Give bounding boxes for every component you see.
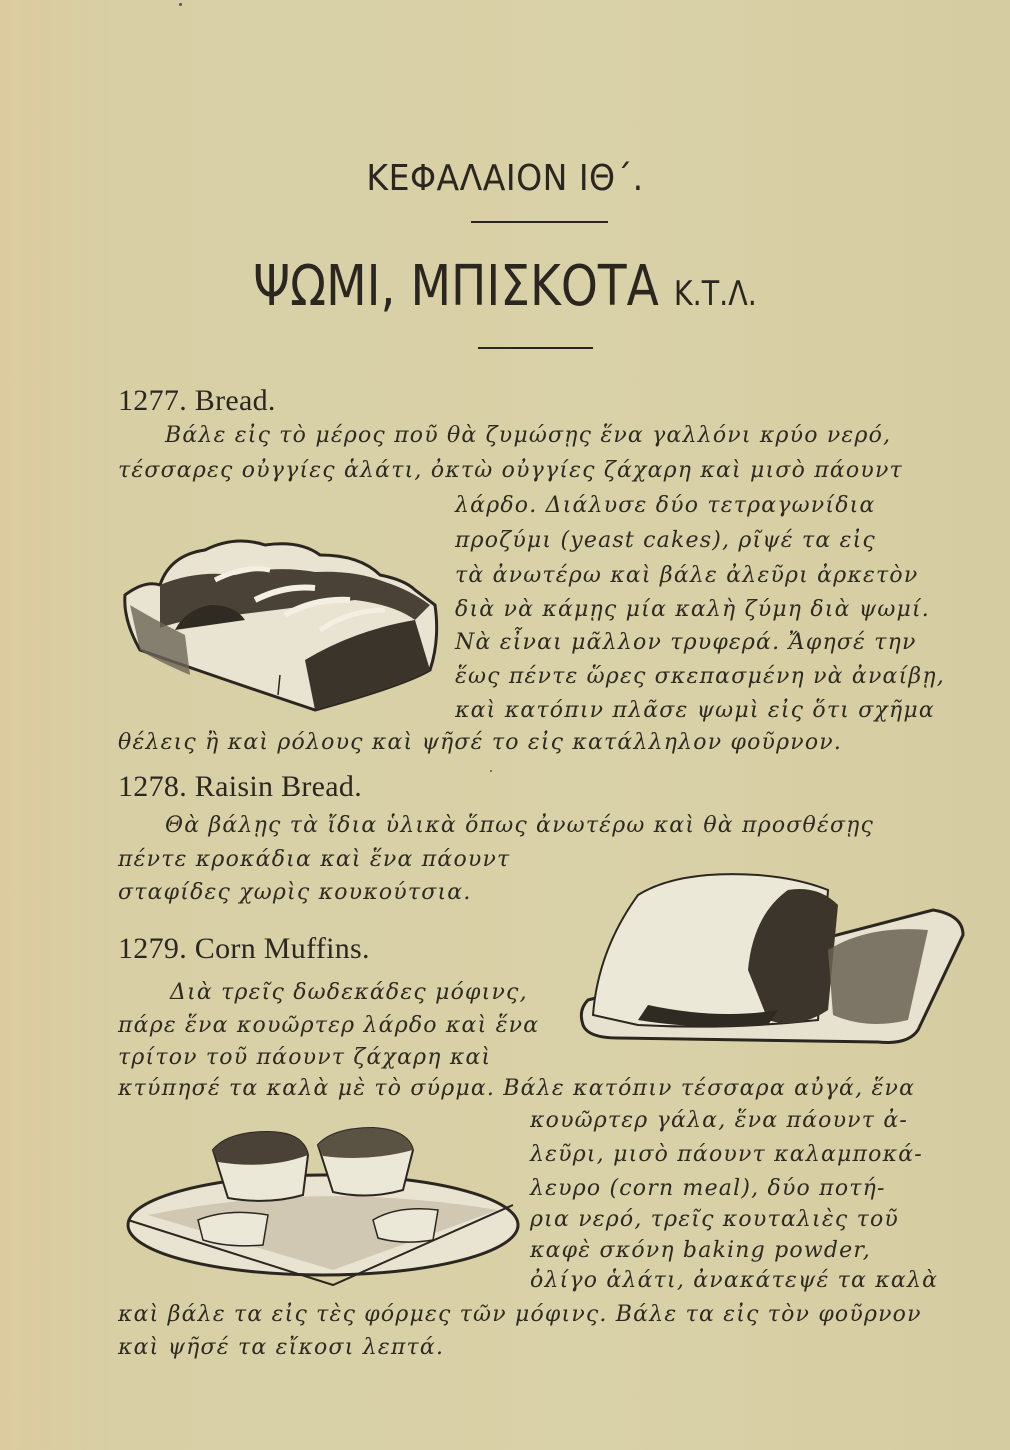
recipe-line: Νὰ εἶναι μᾶλλον τρυφερά. Ἄφησέ την	[455, 630, 917, 655]
recipe-line: καὶ βάλε τα εἰς τὲς φόρμες τῶν μόφινς. Βάλε τα εἰς τὸν φοῦρνον	[118, 1302, 922, 1327]
recipe-line: κτύπησέ τα καλὰ μὲ τὸ σύρμα. Βάλε κατόπιν τέσσαρα αὐγά, ἕνα	[118, 1076, 916, 1101]
recipe-line: τέσσαρες οὐγγίες ἁλάτι, ὀκτὼ οὐγγίες ζάχαρη καὶ μισὸ πάουντ	[118, 458, 903, 483]
recipe-line: καφὲ σκόνη baking powder,	[530, 1238, 871, 1263]
recipe-line: λευρο (corn meal), δύο ποτή-	[530, 1176, 886, 1201]
raisin-bread-illustration	[578, 860, 973, 1045]
corn-muffins-illustration	[118, 1120, 528, 1300]
recipe-heading-raisin-bread: 1278. Raisin Bread.	[118, 770, 363, 803]
recipe-line: πέντε κροκάδια καὶ ἕνα πάουντ	[118, 847, 511, 872]
recipe-line: ἕως πέντε ὥρες σκεπασμένη νὰ ἀναίβῃ,	[455, 664, 945, 689]
title-main: ΨΩΜΙ, ΜΠΙΣΚΟΤΑ	[253, 254, 659, 319]
recipe-line: σταφίδες χωρὶς κουκούτσια.	[118, 880, 472, 905]
recipe-line: προζύμι (yeast cakes), ρῖψέ τα εἰς	[455, 528, 876, 553]
recipe-line: καὶ κατόπιν πλᾶσε ψωμὶ εἰς ὅτι σχῆμα	[455, 698, 935, 723]
recipe-line: καὶ ψῆσέ τα εἴκοσι λεπτά.	[118, 1335, 445, 1360]
recipe-heading-bread: 1277. Bread.	[118, 384, 276, 417]
recipe-line: τρίτον τοῦ πάουντ ζάχαρη καὶ	[118, 1045, 492, 1070]
page-speck	[179, 3, 182, 6]
recipe-line: Βάλε εἰς τὸ μέρος ποῦ θὰ ζυμώσῃς ἕνα γαλλόνι κρύο νερό,	[165, 423, 892, 448]
recipe-line: θέλεις ἢ καὶ ρόλους καὶ ψῆσέ το εἰς κατάλληλον φοῦρνον.	[118, 730, 843, 755]
divider-bottom	[478, 347, 593, 349]
recipe-line: λεῦρι, μισὸ πάουντ καλαμποκά-	[530, 1142, 923, 1167]
chapter-heading: ΚΕΦΑΛΑΙΟΝ ΙΘ΄.	[366, 158, 644, 199]
page-speck	[490, 770, 492, 772]
bread-loaf-illustration	[115, 510, 445, 720]
recipe-line: πάρε ἕνα κουῶρτερ λάρδο καὶ ἕνα	[118, 1013, 540, 1038]
recipe-line: κουῶρτερ γάλα, ἕνα πάουντ ἀ-	[530, 1108, 909, 1133]
recipe-line: ρια νερό, τρεῖς κουταλιὲς τοῦ	[530, 1207, 899, 1232]
recipe-line: ὀλίγο ἁλάτι, ἀνακάτεψέ τα καλὰ	[530, 1268, 939, 1293]
recipe-line: τὰ ἀνωτέρω καὶ βάλε ἀλεῦρι ἀρκετὸν	[455, 563, 919, 588]
recipe-line: Θὰ βάλῃς τὰ ἴδια ὑλικὰ ὅπως ἀνωτέρω καὶ θὰ προσθέσῃς	[165, 813, 875, 838]
recipe-line: διὰ νὰ κάμῃς μία καλὴ ζύμη διὰ ψωμί.	[455, 597, 930, 622]
recipe-line: λάρδο. Διάλυσε δύο τετραγωνίδια	[455, 493, 876, 518]
recipe-heading-corn-muffins: 1279. Corn Muffins.	[118, 932, 370, 965]
recipe-line: Διὰ τρεῖς δωδεκάδες μόφινς,	[170, 980, 528, 1005]
page-title	[81, 254, 929, 319]
title-suffix: Κ.Τ.Λ.	[673, 274, 757, 314]
divider-top	[471, 221, 608, 223]
